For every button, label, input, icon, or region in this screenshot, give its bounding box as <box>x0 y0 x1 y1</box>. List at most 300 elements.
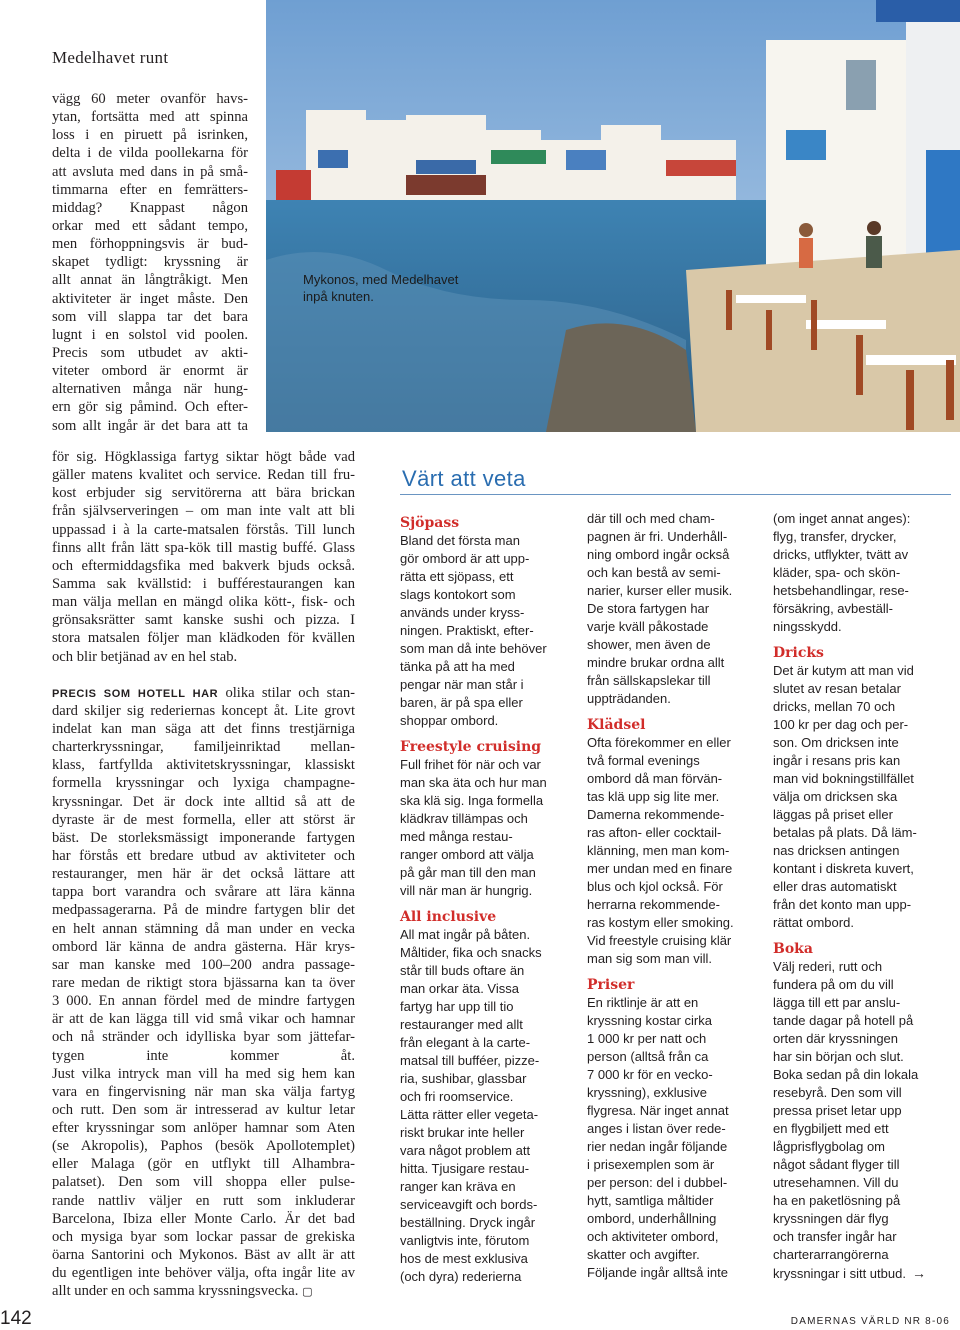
fact-heading <box>587 712 755 734</box>
article-line: formella kryssningar och lyxiga champagne- <box>52 775 355 792</box>
fact-line <box>400 1142 568 1160</box>
article-line: Just vilka intryck man vill ha med sig hem kan <box>52 1065 355 1082</box>
fact-line <box>773 976 941 994</box>
fact-heading <box>773 936 941 958</box>
article-line: eller Malaga (gör en utflykt till Alhambra- <box>52 1156 355 1173</box>
fact-line-text: försäkring, avbeställ- <box>773 601 893 616</box>
fact-line <box>400 694 568 712</box>
fact-line <box>400 1268 568 1286</box>
fact-line <box>400 1016 568 1034</box>
fact-line-text: vanligtvis inte, förutom <box>400 1233 530 1248</box>
fact-line-text: ning ombord ingår också <box>587 547 730 562</box>
article-line: loss i en piruett på isrinken, <box>52 127 248 144</box>
article-line: från självserveringen – om man inte valt att bli <box>52 503 355 520</box>
fact-line-text: eller dras automatiskt <box>773 879 897 894</box>
article-line: restauranger, men här är det också lättare att <box>52 866 355 883</box>
fact-line <box>587 564 755 582</box>
fact-line-text: shoppar ombord. <box>400 713 499 728</box>
fact-line <box>400 882 568 900</box>
fact-line-text: flyg, transfer, drycker, <box>773 529 897 544</box>
fact-line <box>400 586 568 604</box>
fact-line-text: gör ombord är att upp- <box>400 551 530 566</box>
article-line: efter kryssningar som anlöper hamnar som Aten <box>52 1120 355 1137</box>
fact-box-title: Värt att veta <box>402 466 526 491</box>
article-line: delta i de vilda poollekarna för <box>52 145 248 162</box>
fact-line-text: har sin början och slut. <box>773 1049 904 1064</box>
fact-line <box>400 640 568 658</box>
article-line: finns allt från lätt spa-kök till mastig buffé. Glass <box>52 539 355 556</box>
fact-line-text: som man då inte behöver <box>400 641 547 656</box>
fact-heading <box>400 734 568 756</box>
fact-heading-text: Sjöpass <box>400 515 460 531</box>
fact-line-text: slags kontokort som <box>400 587 516 602</box>
article-column-bottom <box>52 448 355 1300</box>
fact-line <box>773 1228 941 1246</box>
fact-line <box>400 604 568 622</box>
fact-line-text: (och dyra) rederierna <box>400 1269 522 1284</box>
fact-line <box>587 654 755 672</box>
fact-line <box>587 672 755 690</box>
fact-line <box>587 1120 755 1138</box>
caption-line: Mykonos, med Medelhavet <box>303 272 459 287</box>
fact-line <box>773 1156 941 1174</box>
article-line: tygen inte kommer åt. <box>52 1047 355 1064</box>
article-line: 3 000. En annan fördel med de mindre fartygen <box>52 993 355 1010</box>
fact-line <box>400 998 568 1016</box>
fact-line-text: tas klä upp sig lite mer. <box>587 789 720 804</box>
fact-line <box>400 1232 568 1250</box>
fact-line <box>400 568 568 586</box>
article-line: som vill slappa tar det bara <box>52 308 248 325</box>
fact-line <box>587 824 755 842</box>
fact-line-text: och transfer ingår har <box>773 1229 897 1244</box>
fact-line-text: lägga till ett par anslu- <box>773 995 901 1010</box>
fact-line <box>400 712 568 730</box>
fact-line <box>587 600 755 618</box>
fact-column-1 <box>400 510 568 1286</box>
fact-line-text: och kan bestå av semi- <box>587 565 721 580</box>
fact-line <box>400 864 568 882</box>
fact-line-text: Lätta rätter eller vegeta- <box>400 1107 539 1122</box>
fact-line <box>773 994 941 1012</box>
fact-line <box>773 788 941 806</box>
fact-line <box>400 962 568 980</box>
fact-line <box>400 1070 568 1088</box>
fact-heading-text: Dricks <box>773 645 824 661</box>
fact-line <box>400 980 568 998</box>
article-line: ytan, fortsätta med att spinna <box>52 109 248 126</box>
fact-line-text: (om inget annat anges): <box>773 511 911 526</box>
fact-line <box>587 878 755 896</box>
fact-line-text: Måltider, fika och snacks <box>400 945 542 960</box>
fact-line-text: baren, är på spa eller <box>400 695 523 710</box>
fact-line <box>773 1246 941 1264</box>
fact-line <box>400 774 568 792</box>
fact-line-text: utresehamnen. Vill du <box>773 1175 899 1190</box>
article-line: och rutt. Den som är intresserad av kultur letar <box>52 1101 355 1118</box>
fact-line-text: ha en paketlösning på <box>773 1193 901 1208</box>
article-line: för sig. Högklassiga fartyg siktar högt både vad <box>52 449 355 465</box>
fact-line <box>587 1102 755 1120</box>
article-line: uppassad i à la carte-matsalen förstås. Till lunch <box>52 521 355 538</box>
fact-line-text: per person: del i dubbel- <box>587 1175 728 1190</box>
fact-line <box>587 860 755 878</box>
fact-line-text: står till buds oftare än <box>400 963 525 978</box>
article-line: allt annat än långtråkigt. Men <box>52 272 248 289</box>
fact-line-text: 1 000 kr per natt och <box>587 1031 707 1046</box>
fact-line-text: och fri roomservice. <box>400 1089 514 1104</box>
fact-line-text: där till och med cham- <box>587 511 715 526</box>
fact-line-text: matsal till bufféer, pizze- <box>400 1053 540 1068</box>
article-line: orkar med ett sådant tempo, <box>52 217 248 234</box>
fact-line <box>773 770 941 788</box>
fact-line <box>400 532 568 550</box>
fact-line-text: hytt, samtliga måltider <box>587 1193 714 1208</box>
fact-line-text: beställning. Dryck ingår <box>400 1215 536 1230</box>
fact-line-text: Följande ingår alltså inte <box>587 1265 728 1280</box>
fact-line <box>400 1178 568 1196</box>
fact-line-text: dricks, mellan 70 och <box>773 699 896 714</box>
article-line: klass, fartfyllda aktivitetskryssningar, klassiskt <box>52 757 355 774</box>
fact-line-text: Det är kutym att man vid <box>773 663 914 678</box>
article-line: vara en fingervisning när man ska välja fartyg <box>52 1083 355 1100</box>
article-line: bäst. De storleksmässigt imponerande fartygen <box>52 829 355 846</box>
fact-line-text: Vid freestyle cruising klär <box>587 933 732 948</box>
article-line: och nå stränder och idylliska byar som jättefar- <box>52 1029 355 1046</box>
fact-line <box>400 1124 568 1142</box>
fact-line <box>400 1106 568 1124</box>
fact-line <box>773 698 941 716</box>
fact-line <box>587 1246 755 1264</box>
fact-line <box>587 770 755 788</box>
fact-line <box>587 1012 755 1030</box>
article-line: dyraste är de mest formella, eller att störst är <box>52 811 355 828</box>
fact-line-text: resebyrå. Den som vill <box>773 1085 902 1100</box>
fact-line-text: ingår i resans pris kan <box>773 753 901 768</box>
fact-line <box>587 1066 755 1084</box>
fact-line <box>587 752 755 770</box>
fact-line-text: Välj rederi, rutt och <box>773 959 883 974</box>
fact-line <box>773 1138 941 1156</box>
fact-line <box>587 1174 755 1192</box>
fact-line <box>773 1192 941 1210</box>
article-line: viteter ombord är enormt är <box>52 363 248 380</box>
fact-line-text: lågprisflygbolag om <box>773 1139 886 1154</box>
fact-line <box>400 658 568 676</box>
article-line <box>52 684 355 702</box>
article-end-mark: ▢ <box>302 1285 313 1299</box>
fact-line <box>587 914 755 932</box>
article-line: dard skiljer sig rederiernas koncept åt. Lite grovt <box>52 702 355 719</box>
fact-line <box>773 824 941 842</box>
fact-line-text: och aktiviteter ombord, <box>587 1229 719 1244</box>
article-column-top <box>52 90 248 435</box>
article-line: rare medan de riktigt stora bjässarna kan ta över <box>52 974 355 991</box>
continue-arrow-icon: → <box>911 1265 926 1281</box>
article-line: har förstås ett bredare utbud av aktiviteter och <box>52 847 355 864</box>
article-line: timmarna efter en femrätters- <box>52 181 248 198</box>
fact-line <box>773 600 941 618</box>
fact-line-text: två formal evenings <box>587 753 700 768</box>
fact-line-text: skatter och avgifter. <box>587 1247 700 1262</box>
fact-line-text: rier nedan ingår följande <box>587 1139 728 1154</box>
fact-line <box>587 1138 755 1156</box>
fact-line <box>587 1048 755 1066</box>
fact-line-text: flygresa. När inget annat <box>587 1103 729 1118</box>
fact-line <box>773 1120 941 1138</box>
fact-line <box>773 1264 941 1282</box>
fact-line-text: vara något problem att <box>400 1143 531 1158</box>
article-paragraph <box>52 448 355 666</box>
fact-line-text: ria, sushibar, glassbar <box>400 1071 527 1086</box>
fact-line <box>773 806 941 824</box>
fact-line <box>773 662 941 680</box>
fact-heading-text: Priser <box>587 977 635 993</box>
fact-line-text: All mat ingår på båten. <box>400 927 531 942</box>
fact-line-text: Boka sedan på din lokala <box>773 1067 919 1082</box>
fact-line-text: orten där kryssningen <box>773 1031 899 1046</box>
article-line: skapet tydligt: kryssning är <box>52 254 248 271</box>
fact-line-text: tänka på att ha med <box>400 659 515 674</box>
fact-line <box>400 676 568 694</box>
fact-line <box>587 636 755 654</box>
fact-line-text: ranger kan kräva en <box>400 1179 516 1194</box>
fact-line-text: person (alltså från ca <box>587 1049 709 1064</box>
fact-line-text: Bland det första man <box>400 533 520 548</box>
fact-line-text: pengar när man står i <box>400 677 524 692</box>
fact-line-text: ranger ombord att välja <box>400 847 534 862</box>
fact-line-text: vill när man är hungrig. <box>400 883 533 898</box>
fact-line-text: ras kostym eller smoking. <box>587 915 734 930</box>
fact-line-text: ombord, underhållning <box>587 1211 717 1226</box>
fact-line-text: hos de mest exklusiva <box>400 1251 528 1266</box>
article-line: ern gör sig påmind. Och efter- <box>52 399 248 416</box>
article-line: (se Akropolis), Paphos (besök Apollotemplet) <box>52 1138 355 1155</box>
article-line: aktiviteter är inget måste. Den <box>52 290 248 307</box>
fact-line-text: kryssning kostar cirka <box>587 1013 712 1028</box>
fact-line-text: kryssning), exklusive <box>587 1085 707 1100</box>
fact-line <box>400 756 568 774</box>
article-line: en helt annan stämning då man under en vecka <box>52 920 355 937</box>
fact-line-text: herrarna rekommende- <box>587 897 720 912</box>
fact-line <box>773 564 941 582</box>
fact-line <box>587 582 755 600</box>
article-line: att avsluta med dans in på små- <box>52 163 248 180</box>
article-line: alternativen många när hung- <box>52 381 248 398</box>
fact-line-text: narier, kurser eller musik. <box>587 583 733 598</box>
fact-line <box>587 1264 755 1282</box>
fact-line <box>587 1228 755 1246</box>
fact-line <box>400 1250 568 1268</box>
fact-line <box>587 510 755 528</box>
mykonos-photo <box>266 0 960 432</box>
fact-line-text: slutet av resan betalar <box>773 681 901 696</box>
fact-line <box>587 994 755 1012</box>
fact-line <box>400 1196 568 1214</box>
article-line: och eftermiddagsfika med bakverk bjuds också. <box>52 557 355 574</box>
fact-line-text: man ska äta och hur man <box>400 775 547 790</box>
fact-line <box>773 546 941 564</box>
fact-line-text: från det konto man upp- <box>773 897 912 912</box>
fact-line-text: mindre brukar ordna allt <box>587 655 725 670</box>
fact-line-text: ningen. Praktiskt, efter- <box>400 623 534 638</box>
fact-line <box>587 1084 755 1102</box>
fact-line-text: varje kväll påkostade <box>587 619 709 634</box>
fact-line-text: används under kryss- <box>400 605 525 620</box>
fact-line-text: från sällskapslekar till <box>587 673 711 688</box>
article-line: tappa bort varandra och svårare att lära känna <box>52 884 355 901</box>
article-line: lugnt i en solstol vid poolen. <box>52 326 248 343</box>
fact-line-text: kläder, spa- och skön- <box>773 565 901 580</box>
fact-line <box>587 788 755 806</box>
photo-caption <box>303 271 483 305</box>
article-line: man välja mellan en mängd olika kött-, fisk- och <box>52 594 355 611</box>
fact-line-text: 100 kr per dag och per- <box>773 717 909 732</box>
fact-line-text: ras afton- eller cocktail- <box>587 825 722 840</box>
article-line: Barcelona, Ibiza eller Monte Carlo. Är det bad <box>52 1210 355 1227</box>
fact-line <box>400 1160 568 1178</box>
fact-line-text: ningsskydd. <box>773 619 842 634</box>
fact-heading <box>400 904 568 926</box>
section-title: Medelhavet runt <box>52 48 169 67</box>
article-line: ombord lär känna de andra gästerna. Här krys- <box>52 938 355 955</box>
fact-line <box>587 896 755 914</box>
article-line: gäller matens kvalitet och service. Redan till fru- <box>52 467 355 484</box>
fact-line-text: betalas på plats. Då läm- <box>773 825 917 840</box>
fact-line <box>400 550 568 568</box>
fact-heading-text: Freestyle cruising <box>400 739 542 755</box>
fact-heading <box>587 972 755 994</box>
paragraph-gap <box>52 666 355 684</box>
fact-line-text: De stora fartygen har <box>587 601 710 616</box>
fact-line-text: fartyg har upp till tio <box>400 999 514 1014</box>
article-line: kost erbjuder sig servitörerna att bära brickan <box>52 485 355 502</box>
fact-line <box>400 944 568 962</box>
article-line: vägg 60 meter ovanför havs- <box>52 91 248 107</box>
fact-line <box>587 546 755 564</box>
fact-line <box>587 1030 755 1048</box>
fact-line <box>587 932 755 950</box>
article-line: kryssningar. Det är dock inte alltid så att de <box>52 793 355 810</box>
fact-line <box>400 828 568 846</box>
fact-line-text: uppträdanden. <box>587 691 671 706</box>
fact-line <box>400 1214 568 1232</box>
fact-line <box>400 810 568 828</box>
fact-heading <box>773 640 941 662</box>
fact-line <box>587 1192 755 1210</box>
article-line: grönsaksrätter samt kanske sushi och pizza. I <box>52 612 355 629</box>
fact-line <box>773 1084 941 1102</box>
fact-line-text: tande dagar på hotell på <box>773 1013 914 1028</box>
article-line: men förhoppningsvis är bud- <box>52 236 248 253</box>
fact-line <box>773 1066 941 1084</box>
fact-line-text: fundera på om du vill <box>773 977 894 992</box>
lead-in: PRECIS SOM HOTELL HAR <box>52 687 219 700</box>
fact-heading-text: All inclusive <box>400 909 497 925</box>
fact-line <box>400 926 568 944</box>
fact-line-text: mer undan med en finare <box>587 861 733 876</box>
article-paragraph <box>52 702 355 1301</box>
fact-line <box>773 1012 941 1030</box>
fact-line <box>773 716 941 734</box>
fact-line-text: blus och kjol också. För <box>587 879 723 894</box>
fact-line-text: i prisexemplen som är <box>587 1157 715 1172</box>
fact-line-text: shower, men även de <box>587 637 711 652</box>
fact-line-text: välja om dricksen ska <box>773 789 898 804</box>
fact-line <box>773 860 941 878</box>
fact-line <box>587 734 755 752</box>
fact-line <box>587 690 755 708</box>
fact-line-text: nas dricksen antingen <box>773 843 900 858</box>
fact-line-text: son. Om dricksen inte <box>773 735 899 750</box>
fact-line-text: pressa priset letar upp <box>773 1103 902 1118</box>
fact-line <box>773 842 941 860</box>
article-line: palatset). Den som vill shoppa eller pulse- <box>52 1174 355 1191</box>
fact-line <box>587 1156 755 1174</box>
fact-line-text: anges i listan över rede- <box>587 1121 726 1136</box>
fact-box-divider <box>400 494 951 495</box>
fact-line-text: Damerna rekommende- <box>587 807 725 822</box>
fact-line-text: rätta ett sjöpass, ett <box>400 569 514 584</box>
caption-line: inpå knuten. <box>303 289 374 304</box>
fact-line-text: klänning, men man kom- <box>587 843 730 858</box>
fact-line <box>400 1034 568 1052</box>
fact-line <box>400 1088 568 1106</box>
fact-line-text: 7 000 kr för en vecko- <box>587 1067 713 1082</box>
article-line: är att de kan lägga till vid små vikar och hamnar <box>52 1011 355 1028</box>
page-number: 142 <box>0 1308 32 1329</box>
fact-line <box>773 1210 941 1228</box>
fact-line-text: charterarrangörerna <box>773 1247 889 1262</box>
fact-line-text: hetsbehandlingar, rese- <box>773 583 909 598</box>
fact-line <box>773 582 941 600</box>
fact-line <box>773 896 941 914</box>
fact-line-text: kontant i diskreta kuvert, <box>773 861 914 876</box>
fact-line <box>773 752 941 770</box>
fact-line <box>773 914 941 932</box>
fact-line-text: serviceavgift och bords- <box>400 1197 538 1212</box>
fact-line-text: kryssningen där flyg <box>773 1211 889 1226</box>
fact-column-2 <box>587 510 755 1282</box>
fact-line-text: ska klä sig. Inga formella <box>400 793 544 808</box>
fact-line <box>587 806 755 824</box>
fact-line <box>773 1174 941 1192</box>
fact-line <box>587 528 755 546</box>
fact-line-text: dricks, utflykter, tvätt av <box>773 547 909 562</box>
publication-footer: DAMERNAS VÄRLD NR 8-06 <box>790 1316 950 1327</box>
fact-line <box>773 878 941 896</box>
fact-line-text: En riktlinje är att en <box>587 995 699 1010</box>
fact-heading-text: Boka <box>773 941 813 957</box>
article-line: och mysiga byar som lockar passar de grekiska <box>52 1228 355 1245</box>
article-line-text: allt under en och samma kryssningsvecka. <box>52 1283 299 1300</box>
fact-line-text: från elegant à la carte- <box>400 1035 531 1050</box>
article-line: medpassagerarna. På de mindre fartygen blir det <box>52 902 355 919</box>
fact-line <box>773 618 941 636</box>
fact-line-text: pagnen är fri. Underhåll- <box>587 529 728 544</box>
fact-line <box>400 792 568 810</box>
fact-line <box>587 950 755 968</box>
fact-line <box>587 1210 755 1228</box>
fact-line-text: man orkar äta. Vissa <box>400 981 519 996</box>
article-line: Precis som utbudet av akti- <box>52 344 248 361</box>
fact-line-text: läggas på priset eller <box>773 807 893 822</box>
fact-line-text: ombord då man förvän- <box>587 771 723 786</box>
fact-line-text: med många restau- <box>400 829 513 844</box>
article-line: sar man kanske med 100–200 andra passage- <box>52 956 355 973</box>
fact-heading <box>400 510 568 532</box>
article-line: charterkryssningar, familjeinriktad mellan- <box>52 739 355 756</box>
